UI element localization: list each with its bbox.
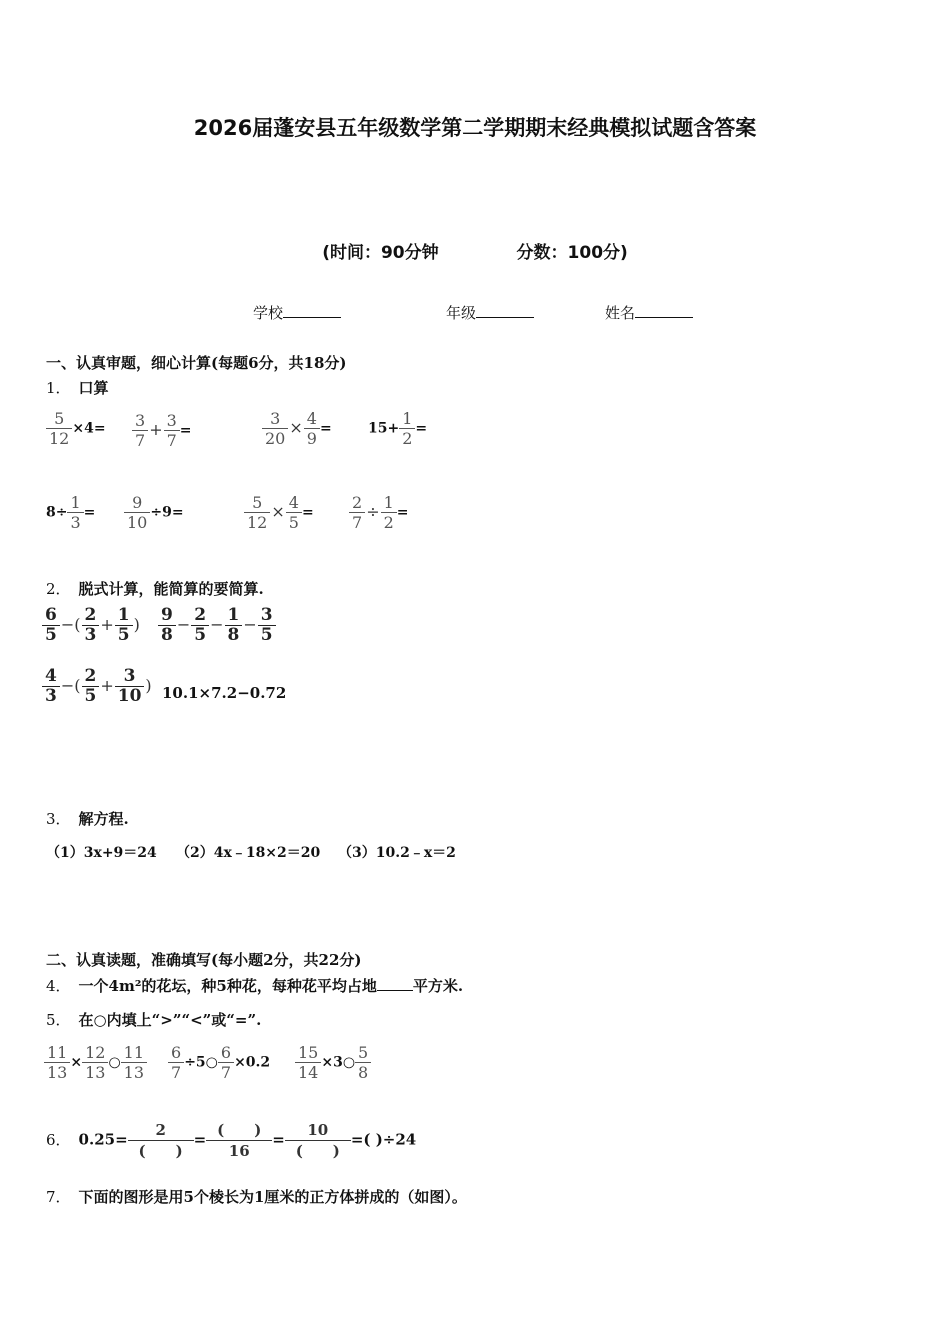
section2-heading: 二、认真读题，准确填写(每小题2分，共22分) (46, 951, 362, 969)
section1-heading: 一、认真审题，细心计算(每题6分，共18分) (46, 354, 347, 372)
question-number: 3． (46, 810, 71, 828)
answer-blank[interactable] (377, 976, 413, 991)
exam-score: 分数：100分) (516, 243, 628, 263)
name-field[interactable] (605, 302, 693, 323)
mental-calc-item: $\frac{3}{20}$ × $\frac{4}{9}$ = (262, 409, 332, 448)
step-calc-item: 10.1×7.2−0.72 (162, 684, 287, 702)
mental-calc-item: 15+ $\frac{1}{2}$ = (368, 409, 428, 448)
mental-calc-item: $\frac{5}{12}$ × $\frac{4}{5}$ = (244, 493, 314, 532)
mental-calc-item: $\frac{3}{7}$ + $\frac{3}{7}$ = (132, 411, 192, 450)
question-2 (46, 578, 264, 599)
question-text: 在○内填上“>”“<”或“=”. (78, 1011, 262, 1029)
question-1 (46, 377, 109, 398)
grade-blank[interactable] (476, 302, 534, 318)
question-text: 下面的图形是用5个棱长为1厘米的正方体拼成的（如图）。 (78, 1188, 467, 1206)
question-number: 7． (46, 1188, 71, 1206)
school-field[interactable] (253, 302, 341, 323)
step-calc-item: $\frac{4}{3}$ −( $\frac{2}{5}$ + $\frac{3}{10}$ ) (42, 667, 153, 706)
compare-item: $\frac{6}{7}$ ÷5○ $\frac{6}{7}$ ×0.2 (168, 1043, 270, 1082)
mental-calc-item: $\frac{5}{12}$ ×4= (46, 409, 106, 448)
question-5 (46, 1009, 261, 1030)
compare-circle[interactable]: ○ (108, 1054, 121, 1071)
step-calc-item: $\frac{9}{8}$ − $\frac{2}{5}$ − $\frac{1}{8}$ − $\frac{3}{5}$ (158, 606, 276, 645)
mental-calc-item: 8÷ $\frac{1}{3}$ = (46, 493, 96, 532)
mental-calc-item: $\frac{9}{10}$ ÷9= (124, 493, 184, 532)
step-calc-item: $\frac{6}{5}$ −( $\frac{2}{3}$ + $\frac{1}{5}$ ) (42, 606, 141, 645)
question-number: 4． (46, 977, 71, 995)
grade-label: 年级 (446, 304, 477, 322)
mental-calc-item: $\frac{2}{7}$ ÷ $\frac{1}{2}$ = (349, 493, 409, 532)
question-text: 脱式计算，能简算的要简算. (78, 580, 264, 598)
fill-division[interactable]: =( )÷24 (350, 1130, 417, 1149)
question-text: 解方程. (78, 810, 129, 828)
question-text: 一个4m²的花坛，种5种花，每种花平均占地 (78, 977, 377, 995)
question-number: 5． (46, 1011, 71, 1029)
compare-item: $\frac{15}{14}$ ×3○ $\frac{5}{8}$ (295, 1043, 371, 1082)
name-label: 姓名 (605, 304, 636, 322)
question-text-tail: 平方米. (412, 977, 464, 995)
question-7 (46, 1186, 467, 1207)
exam-info (0, 238, 950, 263)
equation-item: （1）3x+9＝24 (46, 845, 157, 861)
compare-item: $\frac{11}{13}$ × $\frac{12}{13}$ ○ $\frac{11}{13}$ (44, 1043, 147, 1082)
school-blank[interactable] (283, 302, 341, 318)
question-number: 2． (46, 580, 71, 598)
fill-fraction[interactable]: 2 ( ) (128, 1120, 194, 1161)
school-label: 学校 (253, 304, 284, 322)
compare-circle[interactable]: ÷5○ (184, 1054, 218, 1071)
question-text: 口算 (78, 379, 109, 397)
question-6: 6． 0.25= 2 ( ) = ( ) 16 = 10 ( ) =( )÷24 (46, 1121, 417, 1160)
compare-circle[interactable]: ×3○ (321, 1054, 356, 1071)
grade-field[interactable] (446, 302, 534, 323)
page-title: 2026届蓬安县五年级数学第二学期期末经典模拟试题含答案 (193, 116, 757, 140)
equation-item: （2）4x﹣18×2＝20 (176, 845, 321, 861)
question-number: 6． (46, 1130, 71, 1149)
question-number: 1． (46, 379, 71, 397)
equation-item: （3）10.2﹣x＝2 (338, 845, 456, 861)
question-4 (46, 975, 463, 996)
exam-time: (时间：90分钟 (322, 243, 439, 263)
fill-fraction[interactable]: ( ) 16 (206, 1120, 272, 1161)
fill-fraction[interactable]: 10 ( ) (285, 1120, 351, 1161)
name-blank[interactable] (635, 302, 693, 318)
question-3 (46, 808, 129, 829)
